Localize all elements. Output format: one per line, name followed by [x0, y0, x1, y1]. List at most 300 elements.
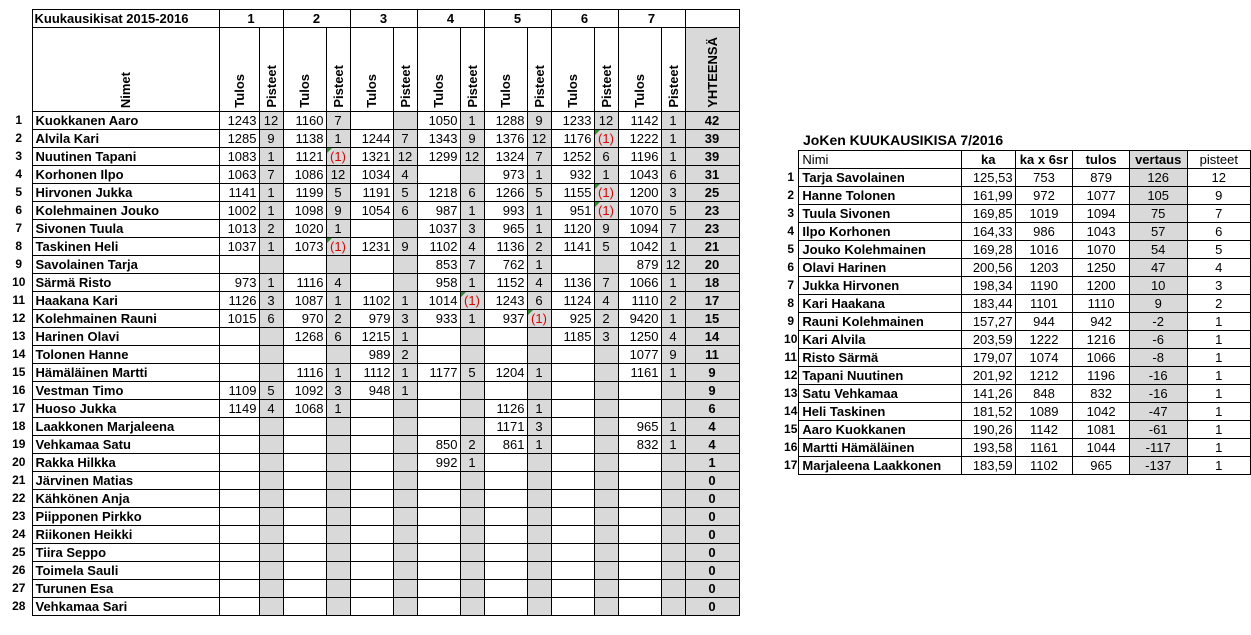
rank-number: 5 — [787, 242, 795, 256]
row-number: 22 — [12, 491, 26, 505]
result: 1044 — [1073, 439, 1129, 457]
round-result: 992 — [417, 454, 460, 472]
round-result — [551, 544, 594, 562]
table-row — [783, 259, 1251, 277]
round-result — [417, 166, 460, 184]
average: 203,59 — [961, 331, 1015, 349]
round-result — [417, 472, 460, 490]
player-name: Rakka Hilkka — [32, 454, 219, 472]
round-result: 1109 — [219, 382, 259, 400]
rank-number: 7 — [787, 278, 795, 292]
rank-number: 11 — [784, 350, 798, 364]
round-result — [551, 562, 594, 580]
round-points: 4 — [661, 328, 685, 346]
tulos-header — [484, 28, 527, 112]
row-number: 24 — [12, 527, 26, 541]
round-points: 1 — [661, 148, 685, 166]
round-points: 4 — [594, 292, 618, 310]
round-points — [594, 562, 618, 580]
round-result — [219, 598, 259, 616]
round-points — [661, 580, 685, 598]
row-number: 4 — [15, 167, 23, 181]
average-x6: 1019 — [1015, 205, 1073, 223]
standings-table — [6, 9, 740, 616]
round-result — [283, 436, 326, 454]
round-result: 1160 — [283, 112, 326, 130]
result: 1196 — [1073, 367, 1129, 385]
round-points: 1 — [460, 310, 484, 328]
round-result: 1102 — [417, 238, 460, 256]
round-points: 5 — [393, 184, 417, 202]
round-result — [551, 526, 594, 544]
round-points: 4 — [527, 274, 551, 292]
round-points — [594, 382, 618, 400]
round-points — [594, 400, 618, 418]
player-name: Kähkönen Anja — [32, 490, 219, 508]
points: 1 — [1187, 403, 1250, 421]
round-points: 7 — [527, 148, 551, 166]
round-result — [551, 436, 594, 454]
round-result: 1233 — [551, 112, 594, 130]
round-result: 1161 — [618, 364, 661, 382]
total-points: 39 — [685, 130, 739, 148]
round-result: 1116 — [283, 274, 326, 292]
round-points: 1 — [460, 274, 484, 292]
table-row — [6, 418, 739, 436]
round-result — [618, 508, 661, 526]
table-row — [6, 292, 739, 310]
round-result: 1177 — [417, 364, 460, 382]
round-result — [350, 580, 393, 598]
round-result: 1231 — [350, 238, 393, 256]
table-row — [783, 277, 1251, 295]
table-row — [783, 223, 1251, 241]
round-result: 1141 — [551, 238, 594, 256]
round-points: (1) — [594, 202, 618, 220]
round-result — [417, 580, 460, 598]
average-x6: 986 — [1015, 223, 1073, 241]
round-result: 1218 — [417, 184, 460, 202]
tulos-header — [417, 28, 460, 112]
player-name: Korhonen Ilpo — [32, 166, 219, 184]
round-points: 5 — [594, 238, 618, 256]
round-points — [326, 544, 350, 562]
round-result — [283, 454, 326, 472]
table-row — [783, 169, 1251, 187]
round-result — [219, 436, 259, 454]
round-points: 6 — [393, 202, 417, 220]
round-result — [484, 454, 527, 472]
round-points: 6 — [326, 328, 350, 346]
rank-number: 3 — [787, 206, 795, 220]
table-row — [6, 454, 739, 472]
average-x6: 944 — [1015, 313, 1073, 331]
total-points: 0 — [685, 472, 739, 490]
round-points: (1) — [594, 130, 618, 148]
pisteet-header-label: Pisteet — [665, 65, 681, 108]
round-result — [350, 454, 393, 472]
round-result — [618, 598, 661, 616]
round-result: 1002 — [219, 202, 259, 220]
round-result: 1124 — [551, 292, 594, 310]
player-name: Jouko Kolehmainen — [799, 241, 961, 259]
round-result: 1152 — [484, 274, 527, 292]
round-points: 2 — [393, 346, 417, 364]
points: 3 — [1187, 277, 1250, 295]
round-result — [551, 418, 594, 436]
round-result — [484, 508, 527, 526]
player-name: Nuutinen Tapani — [32, 148, 219, 166]
table-row — [783, 349, 1251, 367]
rank-number: 1 — [787, 170, 795, 184]
player-name: Toimela Sauli — [32, 562, 219, 580]
round-points — [326, 346, 350, 364]
round-points: 7 — [661, 220, 685, 238]
round-points: 1 — [393, 382, 417, 400]
round-result — [219, 364, 259, 382]
table-row — [6, 112, 739, 130]
round-result — [219, 454, 259, 472]
round-points: (1) — [594, 184, 618, 202]
round-points: 9 — [259, 130, 283, 148]
round-result — [484, 544, 527, 562]
round-points: 7 — [393, 130, 417, 148]
row-number: 10 — [12, 275, 26, 289]
round-points: 4 — [460, 238, 484, 256]
round-points: 1 — [661, 130, 685, 148]
round-result — [417, 526, 460, 544]
round-points — [393, 526, 417, 544]
round-result — [484, 490, 527, 508]
round-points — [393, 220, 417, 238]
round-result: 1094 — [618, 220, 661, 238]
round-points: 1 — [661, 436, 685, 454]
round-points — [326, 436, 350, 454]
round-points: 1 — [661, 418, 685, 436]
round-result — [417, 544, 460, 562]
average: 198,34 — [961, 277, 1015, 295]
rank-number: 6 — [787, 260, 795, 274]
points: 1 — [1187, 313, 1250, 331]
round-points — [393, 454, 417, 472]
result: 1042 — [1073, 403, 1129, 421]
average-x6: 1161 — [1015, 439, 1073, 457]
round-points: 1 — [460, 202, 484, 220]
round-points — [661, 400, 685, 418]
round-result — [219, 328, 259, 346]
player-name: Särmä Risto — [32, 274, 219, 292]
round-result: 1092 — [283, 382, 326, 400]
round-points: 1 — [527, 256, 551, 274]
round-points: 1 — [594, 166, 618, 184]
points: 1 — [1187, 331, 1250, 349]
average-x6: 1089 — [1015, 403, 1073, 421]
round-result: 1176 — [551, 130, 594, 148]
table-row — [783, 403, 1251, 421]
round-points: 3 — [259, 292, 283, 310]
result: 1250 — [1073, 259, 1129, 277]
round-points — [594, 418, 618, 436]
round-points — [393, 562, 417, 580]
round-points: 12 — [594, 112, 618, 130]
player-name: Huoso Jukka — [32, 400, 219, 418]
round-result — [551, 472, 594, 490]
round-points — [661, 490, 685, 508]
row-number: 14 — [12, 347, 26, 361]
round-points — [527, 382, 551, 400]
player-name: Risto Särmä — [799, 349, 961, 367]
round-points: 2 — [326, 310, 350, 328]
round-result — [417, 508, 460, 526]
table-row — [783, 331, 1251, 349]
round-points — [393, 490, 417, 508]
player-name: Savolainen Tarja — [32, 256, 219, 274]
result: 1066 — [1073, 349, 1129, 367]
tulos-header-label: Tulos — [364, 74, 379, 108]
round-header: 3 — [350, 10, 417, 28]
row-number: 25 — [12, 545, 26, 559]
pisteet-header — [460, 28, 484, 112]
rank-number: 15 — [784, 422, 798, 436]
comparison: -16 — [1129, 385, 1187, 403]
result: 1043 — [1073, 223, 1129, 241]
round-points — [460, 526, 484, 544]
round-result: 832 — [618, 436, 661, 454]
table-row — [783, 385, 1251, 403]
round-result: 1244 — [350, 130, 393, 148]
points: 4 — [1187, 259, 1250, 277]
round-result — [219, 508, 259, 526]
result: 1094 — [1073, 205, 1129, 223]
average: 161,99 — [961, 187, 1015, 205]
round-result — [350, 418, 393, 436]
round-result — [350, 220, 393, 238]
table-row — [783, 205, 1251, 223]
table-row — [6, 166, 739, 184]
points: 2 — [1187, 295, 1250, 313]
points: 1 — [1187, 385, 1250, 403]
table-row — [6, 526, 739, 544]
round-result: 1200 — [618, 184, 661, 202]
round-result: 1073 — [283, 238, 326, 256]
player-name: Laakkonen Marjaleena — [32, 418, 219, 436]
player-name: Rauni Kolehmainen — [799, 313, 961, 331]
round-points: 1 — [326, 364, 350, 382]
row-number: 11 — [12, 293, 26, 307]
round-points — [594, 346, 618, 364]
average: 183,59 — [961, 457, 1015, 475]
pisteet-header-label: Pisteet — [531, 65, 547, 108]
table-row — [783, 187, 1251, 205]
round-points — [527, 580, 551, 598]
round-result — [283, 472, 326, 490]
round-points — [460, 418, 484, 436]
round-points: 12 — [460, 148, 484, 166]
round-points — [527, 346, 551, 364]
round-result — [283, 580, 326, 598]
round-points — [393, 418, 417, 436]
round-result — [283, 490, 326, 508]
points: 1 — [1187, 349, 1250, 367]
rank-number: 17 — [784, 458, 798, 472]
round-points: 6 — [527, 292, 551, 310]
round-points — [661, 562, 685, 580]
round-points — [326, 598, 350, 616]
round-points: 6 — [460, 184, 484, 202]
round-result — [484, 598, 527, 616]
round-points — [594, 526, 618, 544]
round-points — [460, 544, 484, 562]
round-result — [350, 274, 393, 292]
table-row — [6, 472, 739, 490]
total-points: 21 — [685, 238, 739, 256]
rank-number: 4 — [787, 224, 795, 238]
round-result — [350, 472, 393, 490]
round-result — [484, 472, 527, 490]
round-result: 970 — [283, 310, 326, 328]
round-result — [350, 256, 393, 274]
row-number: 27 — [12, 581, 26, 595]
round-result: 993 — [484, 202, 527, 220]
round-result: 1149 — [219, 400, 259, 418]
round-points — [594, 256, 618, 274]
round-points: 12 — [393, 148, 417, 166]
round-points: 1 — [326, 400, 350, 418]
title-row — [6, 10, 739, 28]
round-points: 4 — [259, 400, 283, 418]
round-result: 987 — [417, 202, 460, 220]
round-result: 1243 — [484, 292, 527, 310]
table-row — [6, 544, 739, 562]
round-points — [594, 364, 618, 382]
player-name: Harinen Olavi — [32, 328, 219, 346]
result: 965 — [1073, 457, 1129, 475]
round-points — [661, 526, 685, 544]
round-points: 1 — [527, 400, 551, 418]
player-name: Martti Hämäläinen — [799, 439, 961, 457]
round-result: 853 — [417, 256, 460, 274]
header-vertaus: vertaus — [1129, 151, 1187, 169]
round-points: 2 — [661, 292, 685, 310]
pisteet-header — [259, 28, 283, 112]
table-row — [6, 202, 739, 220]
round-result: 937 — [484, 310, 527, 328]
total-points: 1 — [685, 454, 739, 472]
round-result: 1343 — [417, 130, 460, 148]
round-result — [283, 544, 326, 562]
player-name: Satu Vehkamaa — [799, 385, 961, 403]
average-x6: 1212 — [1015, 367, 1073, 385]
round-result — [219, 256, 259, 274]
round-result: 1243 — [219, 112, 259, 130]
round-result — [283, 526, 326, 544]
player-name: Riikonen Heikki — [32, 526, 219, 544]
round-points — [326, 562, 350, 580]
total-points: 23 — [685, 202, 739, 220]
comparison: -2 — [1129, 313, 1187, 331]
round-points: 9 — [326, 202, 350, 220]
round-points: 4 — [393, 166, 417, 184]
round-result: 1110 — [618, 292, 661, 310]
round-result: 1215 — [350, 328, 393, 346]
player-name: Sivonen Tuula — [32, 220, 219, 238]
round-points — [460, 580, 484, 598]
average: 169,28 — [961, 241, 1015, 259]
round-result: 1199 — [283, 184, 326, 202]
row-number: 20 — [12, 455, 26, 469]
round-result: 1116 — [283, 364, 326, 382]
round-points — [460, 400, 484, 418]
round-points — [594, 598, 618, 616]
round-result — [219, 526, 259, 544]
round-result — [618, 562, 661, 580]
total-points: 0 — [685, 580, 739, 598]
round-points — [393, 274, 417, 292]
average: 181,52 — [961, 403, 1015, 421]
comparison: -8 — [1129, 349, 1187, 367]
average-x6: 1142 — [1015, 421, 1073, 439]
round-points — [460, 508, 484, 526]
round-result: 948 — [350, 382, 393, 400]
round-result — [350, 400, 393, 418]
round-points: 5 — [661, 202, 685, 220]
round-result — [618, 400, 661, 418]
total-points: 42 — [685, 112, 739, 130]
round-result — [618, 490, 661, 508]
pisteet-header-label: Pisteet — [397, 65, 413, 108]
round-result — [350, 598, 393, 616]
round-points: 1 — [661, 364, 685, 382]
player-name: Tarja Savolainen — [799, 169, 961, 187]
round-points — [594, 454, 618, 472]
round-points — [393, 598, 417, 616]
round-points: 1 — [393, 292, 417, 310]
round-result — [283, 562, 326, 580]
round-points — [661, 472, 685, 490]
table-row — [783, 439, 1251, 457]
average: 141,26 — [961, 385, 1015, 403]
round-points: 1 — [527, 436, 551, 454]
round-result: 1171 — [484, 418, 527, 436]
round-points — [259, 328, 283, 346]
round-result — [219, 580, 259, 598]
header-ka-x-6sr: ka x 6sr — [1015, 151, 1073, 169]
total-points: 4 — [685, 418, 739, 436]
round-points: 3 — [594, 328, 618, 346]
round-points: 7 — [594, 274, 618, 292]
row-number: 6 — [15, 203, 23, 217]
row-number: 19 — [12, 437, 26, 451]
round-result: 1250 — [618, 328, 661, 346]
round-points: (1) — [460, 292, 484, 310]
round-points — [661, 508, 685, 526]
total-points: 6 — [685, 400, 739, 418]
round-result: 1252 — [551, 148, 594, 166]
average-x6: 1190 — [1015, 277, 1073, 295]
pisteet-header — [326, 28, 350, 112]
table-row — [6, 436, 739, 454]
round-result: 1266 — [484, 184, 527, 202]
pisteet-header-label: Pisteet — [464, 65, 480, 108]
round-result: 1324 — [484, 148, 527, 166]
table-row — [783, 367, 1251, 385]
round-result: 1376 — [484, 130, 527, 148]
average: 193,58 — [961, 439, 1015, 457]
total-points: 0 — [685, 544, 739, 562]
round-points — [527, 544, 551, 562]
comparison: -16 — [1129, 367, 1187, 385]
round-points: 1 — [661, 274, 685, 292]
